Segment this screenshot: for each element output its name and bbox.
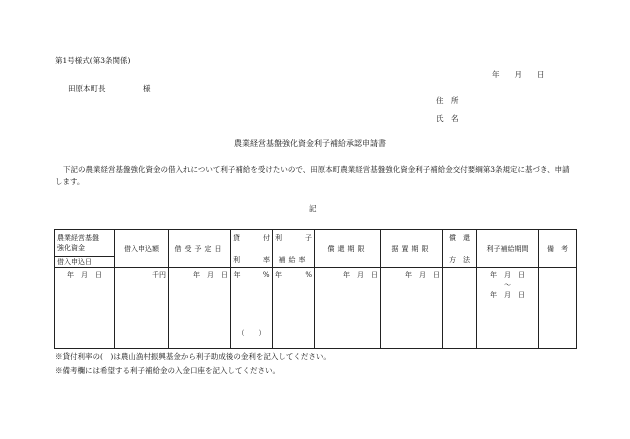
defer-period-header: 据置期限 — [381, 230, 443, 268]
repay-method-bottom: 方 法 — [449, 255, 470, 264]
period-from: 年 月 日 — [490, 271, 525, 279]
date-line: 年 月 日 — [492, 70, 545, 79]
data-row — [55, 268, 577, 349]
body-paragraph: 下記の農業経営基盤強化資金の借入れについて利子補給を受けたいので、田原本町農業経営基盤強化資金利子補給金交付要綱第3条規定に基づき、申請します。 — [55, 165, 570, 186]
cell-defer-period: 年 月 日 — [381, 268, 443, 349]
cell-repay-method — [443, 268, 477, 349]
fund-header-cell — [55, 230, 115, 257]
subsidy-rate-percent: % — [305, 271, 312, 279]
subsidy-period-header: 利子補給期間 — [477, 230, 539, 268]
loan-rate-top — [233, 233, 270, 243]
note-1: ※貸付利率の( )は農山漁村振興基金から利子助成後の金利を記入してください。 — [55, 352, 331, 361]
note-2: ※備考欄には希望する利子補給金の入金口座を記入してください。 — [55, 366, 280, 375]
borrow-date-header: 借受予定日 — [169, 230, 231, 268]
subsidy-rate-top — [275, 233, 312, 243]
name-label: 氏 名 — [436, 114, 459, 123]
application-table — [54, 229, 577, 349]
apply-amount-header: 借入申込額 — [115, 230, 169, 268]
fund-header-line2: 強化資金 — [57, 244, 85, 252]
header-row-1 — [55, 230, 577, 257]
repay-method-top: 償 還 — [449, 233, 470, 242]
loan-rate-value — [234, 270, 270, 280]
loan-rate-stack — [231, 268, 272, 346]
repay-period-header: 償還期限 — [315, 230, 381, 268]
cell-borrow-date: 年 月 日 — [169, 268, 231, 349]
cell-loan-rate — [231, 268, 273, 349]
loan-rate-year: 年 — [233, 271, 241, 279]
document-title: 農業経営基盤強化資金利子補給承認申請書 — [234, 139, 386, 148]
loan-rate-bottom — [233, 255, 270, 265]
addressee: 田原本町長 様 — [68, 84, 151, 93]
form-number: 第1号様式(第3条関係) — [55, 56, 131, 65]
cell-apply-date: 年 月 日 — [55, 268, 115, 349]
ki-label: 記 — [309, 204, 317, 213]
fund-header-line1: 農業経営基盤 — [57, 234, 99, 242]
loan-rate-percent: % — [262, 271, 270, 279]
loan-rate-top-a: 貸 — [233, 233, 240, 242]
loan-rate-paren: （ ） — [237, 329, 266, 337]
remarks-header: 備 考 — [539, 230, 577, 268]
apply-date-header: 借入申込日 — [55, 257, 115, 268]
subsidy-rate-top-a: 利 — [275, 233, 282, 242]
cell-repay-period: 年 月 日 — [315, 268, 381, 349]
loan-rate-bottom-a: 利 — [233, 255, 240, 264]
repay-method-header — [443, 230, 477, 268]
address-label: 住 所 — [436, 96, 459, 105]
period-to: 年 月 日 — [490, 291, 525, 299]
loan-rate-top-b: 付 — [263, 233, 270, 242]
subsidy-rate-top-b: 子 — [305, 233, 312, 242]
subsidy-rate-year: 年 — [275, 271, 282, 279]
cell-amount: 千円 — [115, 268, 169, 349]
cell-subsidy-rate — [273, 268, 315, 349]
cell-remarks — [539, 268, 577, 349]
subsidy-rate-value — [275, 270, 312, 280]
period-separator: ～ — [504, 281, 511, 289]
cell-subsidy-period — [477, 268, 539, 349]
subsidy-rate-bottom: 補給率 — [278, 255, 309, 264]
subsidy-rate-header — [273, 230, 315, 268]
loan-rate-bottom-b: 率 — [263, 255, 270, 264]
loan-rate-header — [231, 230, 273, 268]
